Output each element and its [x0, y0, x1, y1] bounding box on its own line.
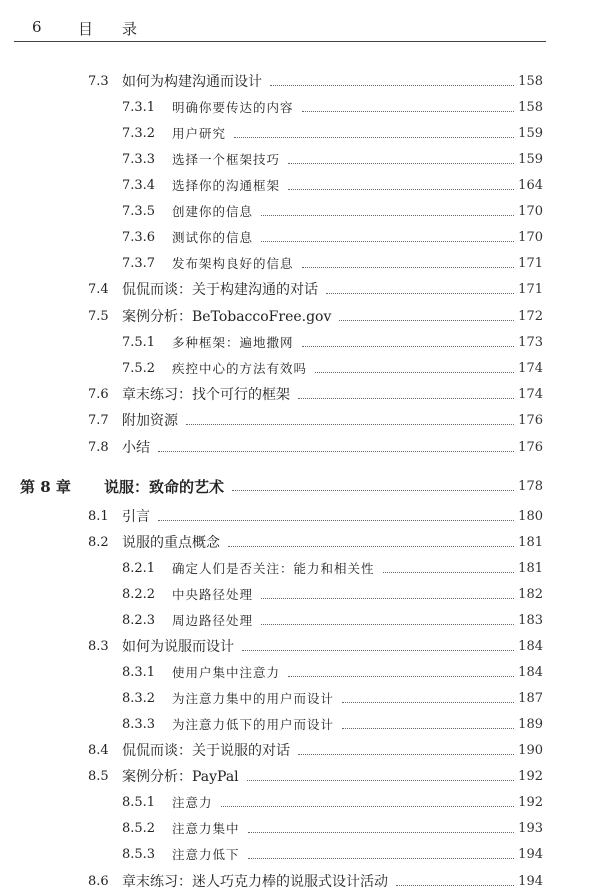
toc-entry [122, 122, 543, 144]
toc-entry-page: 173 [518, 334, 543, 350]
dot-leader [228, 546, 514, 547]
toc-entry-page: 176 [518, 439, 543, 455]
toc-entry-title: 明确你要传达的内容 [172, 100, 294, 115]
dot-leader [270, 85, 514, 86]
toc-entry-title: 侃侃而谈：关于说服的对话 [122, 743, 290, 759]
toc-entry-number: 8.6 [88, 873, 109, 889]
toc-entry-page: 174 [518, 360, 543, 376]
toc-entry-title: 创建你的信息 [172, 204, 254, 219]
dot-leader [298, 754, 514, 755]
toc-entry-number: 8.1 [88, 508, 109, 524]
toc-entry-number: 7.5 [88, 308, 109, 324]
toc-entry [88, 436, 543, 458]
toc-entry-number: 7.3.7 [122, 255, 156, 271]
toc-entry-title: 如何为说服而设计 [122, 639, 234, 655]
toc-entry-page: 159 [518, 151, 543, 167]
header-title-char-2: 录 [122, 20, 138, 38]
toc-entry [122, 661, 543, 683]
toc-entry-number: 8.5.1 [122, 794, 156, 810]
dot-leader [158, 520, 514, 521]
toc-entry [122, 357, 543, 379]
toc-entry [88, 305, 543, 327]
toc-entry [122, 609, 543, 631]
toc-entry-number: 7.3.2 [122, 125, 156, 141]
toc-entry-number: 8.4 [88, 742, 109, 758]
toc-entry-number: 8.3.1 [122, 664, 156, 680]
toc-entry-title: 选择一个框架技巧 [172, 152, 281, 167]
toc-entry [122, 843, 543, 865]
toc-entry-number: 7.3 [88, 73, 109, 89]
toc-entry-title: 案例分析：BeTobaccoFree.gov [122, 309, 332, 325]
toc-entry-page: 170 [518, 229, 543, 245]
toc-entry-number: 8.5.3 [122, 846, 156, 862]
dot-leader [288, 676, 514, 677]
toc-entry-title: 用户研究 [172, 126, 227, 141]
toc-entry [88, 870, 543, 892]
toc-entry-page: 171 [518, 255, 543, 271]
toc-entry-title: 为注意力集中的用户而设计 [172, 691, 335, 706]
toc-entry-title: 章末练习：迷人巧克力棒的说服式设计活动 [122, 874, 388, 890]
toc-entry-page: 159 [518, 125, 543, 141]
toc-entry-page: 171 [518, 281, 543, 297]
dot-leader [248, 832, 515, 833]
toc-entry [88, 70, 543, 92]
toc-entry-page: 174 [518, 386, 543, 402]
toc-entry-number: 8.5.2 [122, 820, 156, 836]
toc-entry-page: 158 [518, 73, 543, 89]
toc-entry [122, 817, 543, 839]
dot-leader [302, 267, 515, 268]
toc-entry [122, 252, 543, 274]
toc-entry-number: 7.3.1 [122, 99, 156, 115]
toc-entry-page: 192 [518, 794, 543, 810]
toc-entry-title: 使用户集中注意力 [172, 665, 281, 680]
dot-leader [242, 650, 514, 651]
toc-entry-page: 189 [518, 716, 543, 732]
toc-entry-page: 181 [518, 560, 543, 576]
toc-entry-page: 194 [518, 846, 543, 862]
toc-entry-page: 176 [518, 412, 543, 428]
toc-entry-title: 为注意力低下的用户而设计 [172, 717, 335, 732]
toc-entry-title: 引言 [122, 509, 150, 525]
toc-entry [122, 96, 543, 118]
toc-entry [122, 174, 543, 196]
toc-entry-page: 181 [518, 534, 543, 550]
toc-entry-title: 发布架构良好的信息 [172, 256, 294, 271]
toc-entry-title: 中央路径处理 [172, 587, 254, 602]
toc-entry-page: 184 [518, 664, 543, 680]
dot-leader [288, 163, 514, 164]
dot-leader [261, 624, 514, 625]
dot-leader [261, 598, 514, 599]
toc-entry [122, 687, 543, 709]
toc-entry-page: 164 [518, 177, 543, 193]
toc-entry-number: 7.8 [88, 439, 109, 455]
toc-entry-page: 184 [518, 638, 543, 654]
dot-leader [326, 293, 514, 294]
dot-leader [221, 806, 515, 807]
toc-entry-number: 第 8 章 [20, 477, 71, 496]
toc-entry [122, 557, 543, 579]
toc-entry-page: 170 [518, 203, 543, 219]
dot-leader [186, 424, 514, 425]
toc-entry-number: 7.3.5 [122, 203, 156, 219]
toc-entry-title: 小结 [122, 440, 150, 456]
toc-entry-title: 确定人们是否关注：能力和相关性 [172, 561, 375, 576]
page-number: 6 [32, 18, 42, 36]
toc-entry-number: 8.2 [88, 534, 109, 550]
toc-entry [122, 200, 543, 222]
toc-entry-number: 7.5.1 [122, 334, 156, 350]
toc-entry [88, 765, 543, 787]
dot-leader [158, 451, 514, 452]
toc-entry-number: 7.3.6 [122, 229, 156, 245]
dot-leader [302, 111, 515, 112]
toc-entry-title: 案例分析：PayPal [122, 769, 239, 785]
toc-entry-number: 7.5.2 [122, 360, 156, 376]
toc-entry [88, 531, 543, 553]
toc-entry-page: 182 [518, 586, 543, 602]
toc-entry [88, 278, 543, 300]
toc-entry-number: 8.2.3 [122, 612, 156, 628]
toc-entry-title: 注意力集中 [172, 821, 240, 836]
toc-entry-title: 选择你的沟通框架 [172, 178, 281, 193]
dot-leader [234, 137, 514, 138]
toc-entry-number: 8.5 [88, 768, 109, 784]
toc-entry [88, 739, 543, 761]
toc-entry-number: 7.7 [88, 412, 109, 428]
toc-entry-page: 158 [518, 99, 543, 115]
toc-entry-number: 8.2.1 [122, 560, 156, 576]
toc-entry-title: 注意力 [172, 795, 213, 810]
toc-entry-number: 7.3.4 [122, 177, 156, 193]
toc-entry-title: 测试你的信息 [172, 230, 254, 245]
dot-leader [315, 372, 514, 373]
dot-leader [298, 398, 514, 399]
dot-leader [342, 702, 514, 703]
toc-entry-page: 190 [518, 742, 543, 758]
toc-entry [88, 505, 543, 527]
toc-entry-number: 7.4 [88, 281, 109, 297]
toc-entry-page: 178 [518, 478, 543, 494]
toc-entry-page: 193 [518, 820, 543, 836]
dot-leader [302, 346, 515, 347]
dot-leader [261, 215, 514, 216]
dot-leader [247, 780, 515, 781]
dot-leader [339, 320, 514, 321]
toc-entry [122, 713, 543, 735]
toc-entry [88, 409, 543, 431]
dot-leader [383, 572, 515, 573]
toc-entry-number: 8.3.3 [122, 716, 156, 732]
toc-entry [122, 331, 543, 353]
dot-leader [396, 885, 514, 886]
toc-entry-title: 多种框架：遍地撒网 [172, 335, 294, 350]
dot-leader [248, 858, 515, 859]
toc-entry-title: 如何为构建沟通而设计 [122, 74, 262, 90]
toc-entry-page: 187 [518, 690, 543, 706]
toc-entry [122, 148, 543, 170]
toc-entry-title: 说服的重点概念 [122, 535, 220, 551]
toc-entry-number: 8.3 [88, 638, 109, 654]
toc-entry-number: 8.2.2 [122, 586, 156, 602]
toc-entry-number: 7.6 [88, 386, 109, 402]
toc-entry-title: 附加资源 [122, 413, 178, 429]
dot-leader [342, 728, 514, 729]
toc-entry-title: 疾控中心的方法有效吗 [172, 361, 308, 376]
toc-entry [88, 383, 543, 405]
toc-entry-title: 注意力低下 [172, 847, 240, 862]
toc-chapter-entry [20, 474, 543, 498]
toc-entry-page: 192 [518, 768, 543, 784]
toc-entry-number: 7.3.3 [122, 151, 156, 167]
toc-entry [122, 226, 543, 248]
toc-entry-page: 194 [518, 873, 543, 889]
toc-entry [122, 791, 543, 813]
toc-entry [88, 635, 543, 657]
running-header [0, 0, 600, 40]
header-rule [14, 41, 546, 42]
dot-leader [261, 241, 514, 242]
dot-leader [232, 490, 514, 491]
toc-entry [122, 583, 543, 605]
toc-entry-title: 说服：致命的艺术 [104, 477, 225, 496]
dot-leader [288, 189, 514, 190]
toc-entry-number: 8.3.2 [122, 690, 156, 706]
toc-entry-title: 侃侃而谈：关于构建沟通的对话 [122, 282, 318, 298]
header-title-char-1: 目 [78, 20, 94, 38]
toc-entry-page: 183 [518, 612, 543, 628]
toc-entry-title: 周边路径处理 [172, 613, 254, 628]
toc-entry-page: 180 [518, 508, 543, 524]
toc-entry-page: 172 [518, 308, 543, 324]
toc-entry-title: 章末练习：找个可行的框架 [122, 387, 290, 403]
